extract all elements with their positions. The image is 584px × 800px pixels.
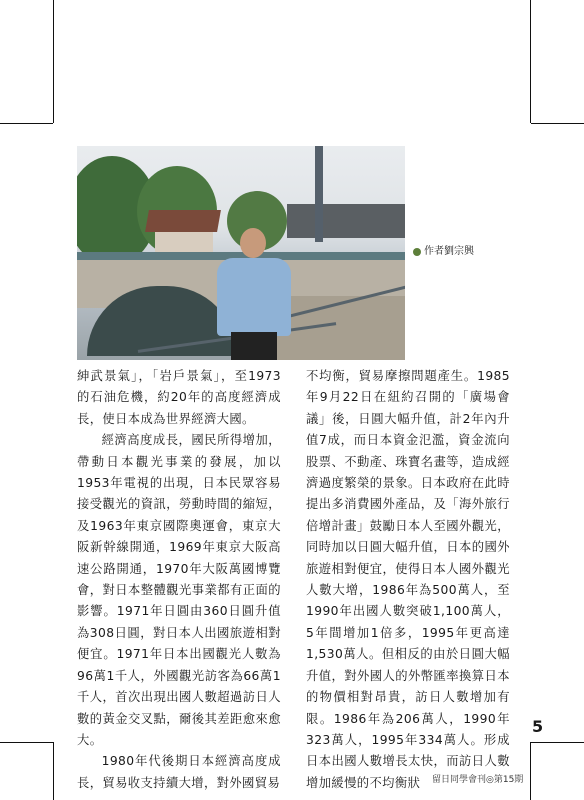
caption-bullet-icon <box>413 248 421 256</box>
paragraph: 1980年代後期日本經濟高度成長，貿易收支持續大增，對外國貿易 <box>77 754 281 790</box>
article-column-left <box>77 366 281 794</box>
crop-mark-top-right-horizontal <box>531 123 584 124</box>
paragraph: 紳武景氣」，「岩戶景氣」，至1973的石油危機，約20年的高度經濟成長，使日本成為世界經濟大國。 <box>77 369 281 426</box>
house-wall <box>155 232 213 252</box>
lamp-pole <box>315 146 323 242</box>
footer-publication: 留日同學會刊◎第15期 <box>432 775 524 785</box>
page-number: 5 <box>532 717 544 736</box>
crop-mark-right-vertical-bottom <box>530 742 531 800</box>
article-column-right <box>306 366 510 794</box>
person-trousers <box>231 332 277 360</box>
photo-caption <box>413 245 474 259</box>
paragraph: 經濟高度成長，國民所得增加，帶動日本觀光事業的發展，加以1953年電視的出現，日本民眾容易接受觀光的資訊，勞動時間的縮短，及1963年東京國際奧運會，東京大阪新幹線開通，1969年東京大阪高速公路開通，1970年大阪萬國博覽會，對日本整體觀光事業都有正面的影響。1971年日圓由360日圓升值為308日圓，對日本人出國旅遊相對便宜。1971年日本出國觀光人數為96萬1千人，外國觀光訪客為66萬1千人，首次出現出國人數超過訪日人數的黃金交叉點，爾後其差距愈來愈大。 <box>77 433 281 747</box>
person-head <box>240 228 266 258</box>
crop-mark-bottom-left-horizontal <box>0 742 53 743</box>
crop-mark-left-vertical <box>53 0 54 123</box>
crop-mark-bottom-right-horizontal <box>531 742 584 743</box>
crop-mark-left-vertical-bottom <box>53 742 54 800</box>
house-roof <box>145 210 221 232</box>
building-roof-right <box>287 204 405 238</box>
crop-mark-top-left-horizontal <box>0 123 53 124</box>
author-photo <box>77 146 405 360</box>
crop-mark-right-vertical <box>530 0 531 123</box>
person-shirt <box>217 258 291 336</box>
caption-text: 作者劉宗興 <box>424 246 474 257</box>
paragraph: 不均衡，貿易摩擦問題產生。1985年9月22日在紐約召開的「廣場會議」後，日圓大幅升值，計2年內升值7成，而日本資金氾濫，資金流向股票、不動產、珠寶名畫等，造成經濟過度繁榮的景象。日本政府在此時提出多消費國外產品，及「海外旅行倍增計畫」鼓勵日本人至國外觀光，同時加以日圓大幅升值，日本的國外旅遊相對便宜，使得日本人國外觀光人數大增，1986年為500萬人，至1990年出國人數突破1,100萬人，5年間增加1倍多，1995年更高達1,530萬人。但相反的由於日圓大幅升值，對外國人的外幣匯率換算日本的物價相對昂貴，訪日人數增加有限。1986年為206萬人，1990年323萬人，1995年334萬人。形成日本出國人數增長太快，而訪日人數增加緩慢的不均衡狀 <box>306 369 510 790</box>
